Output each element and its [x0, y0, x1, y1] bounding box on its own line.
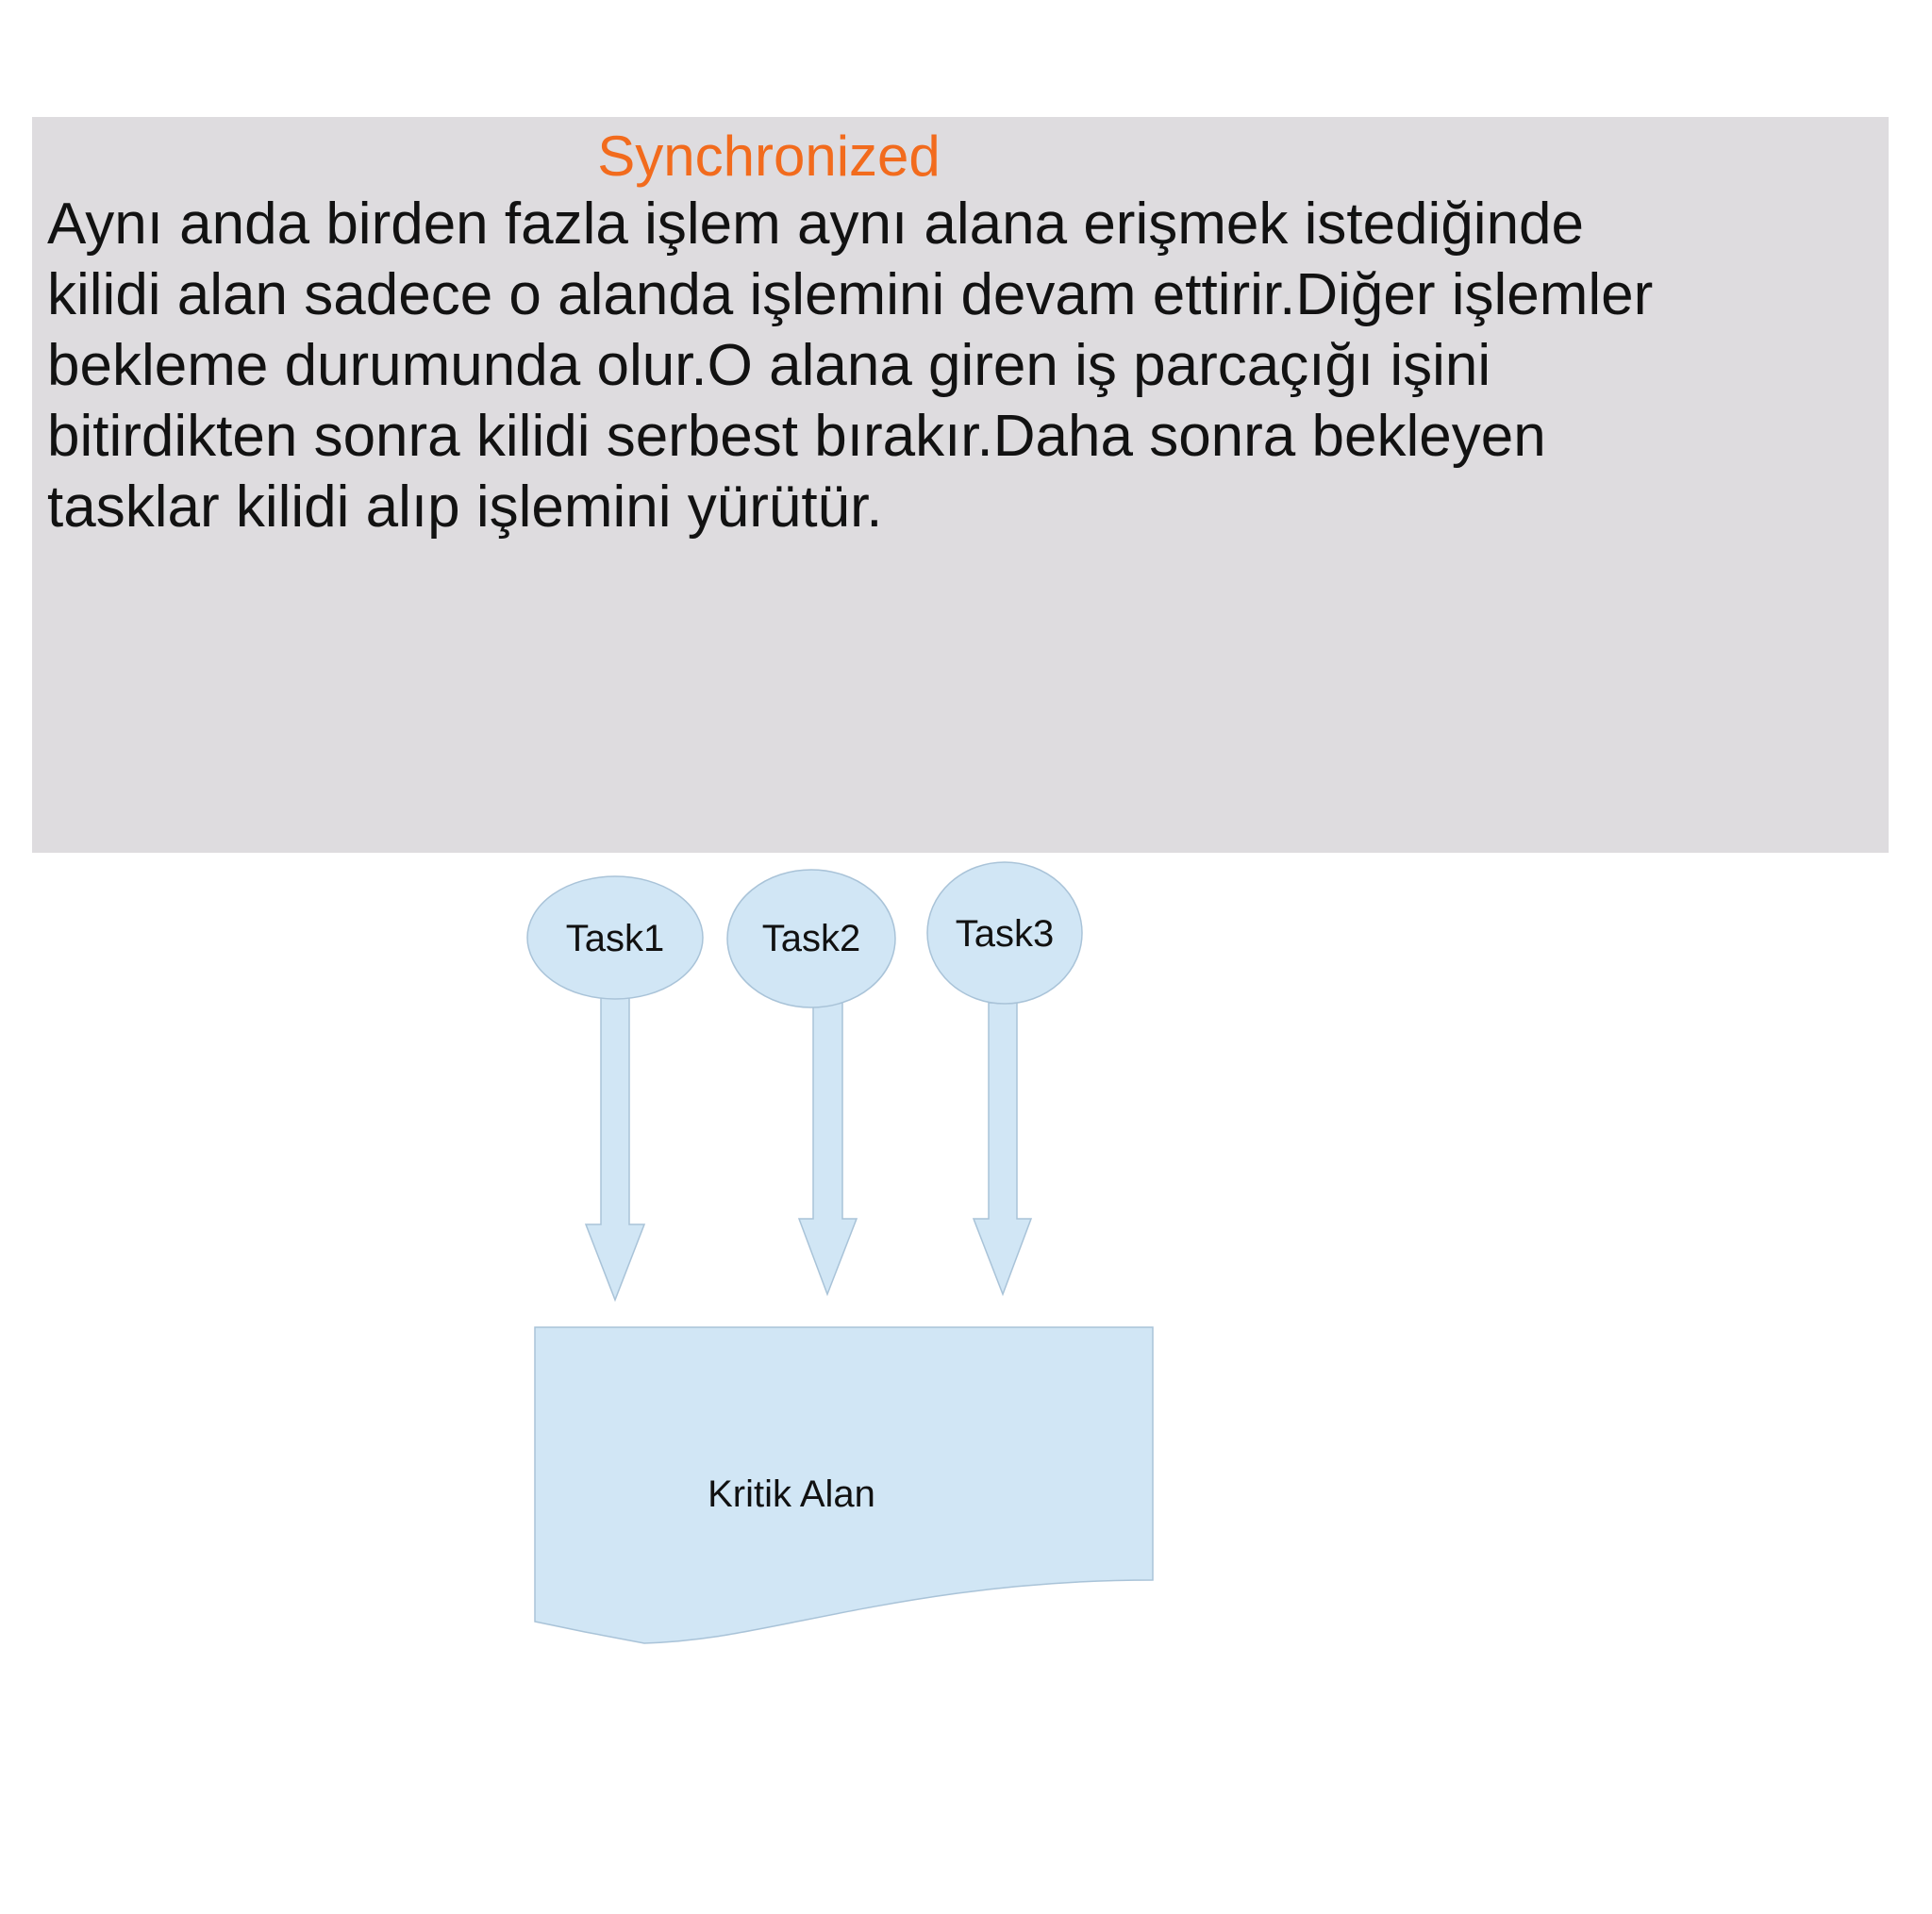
task1-arrow	[586, 995, 644, 1300]
task2-arrow	[799, 1000, 857, 1294]
task3-label: Task3	[955, 913, 1055, 955]
body-line: tasklar kilidi alıp işlemini yürütür.	[47, 474, 883, 540]
body-line: Aynı anda birden fazla işlem aynı alana erişmek istediğinde	[47, 191, 1585, 257]
body-line: bitirdikten sonra kilidi serbest bırakır.Daha sonra bekleyen	[47, 404, 1546, 469]
task1-label: Task1	[565, 918, 665, 959]
task3-arrow	[974, 1003, 1031, 1294]
slide-title: Synchronized	[597, 125, 941, 188]
body-line: kilidi alan sadece o alanda işlemini devam ettirir.Diğer işlemler	[47, 262, 1654, 327]
task2-label: Task2	[761, 918, 861, 959]
critical-area-label: Kritik Alan	[708, 1473, 875, 1515]
body-line: bekleme durumunda olur.O alana giren iş parcaçığı işini	[47, 333, 1491, 398]
